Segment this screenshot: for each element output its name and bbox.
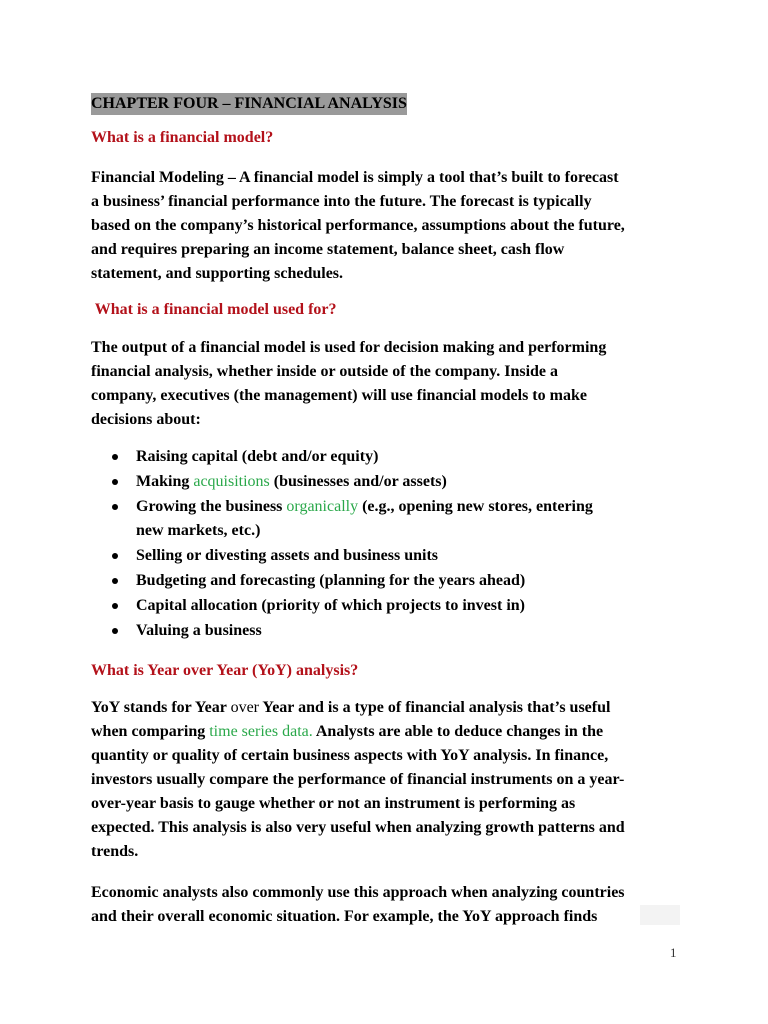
paragraph-line: investors usually compare the performance of financial instruments on a year- [91,771,625,788]
bullet-icon [112,553,118,559]
bullet-icon [112,504,118,510]
list-item: Growing the business organically (e.g., opening new stores, entering new markets, etc.) [91,495,681,543]
paragraph-line: The output of a financial model is used for decision making and performing [91,339,607,356]
bullet-icon [112,603,118,609]
paragraph-line: statement, and supporting schedules. [91,265,344,282]
list-item: Budgeting and forecasting (planning for the years ahead) [91,569,681,593]
heading-financial-model-used-for: What is a financial model used for? [91,301,337,318]
chapter-title: CHAPTER FOUR – FINANCIAL ANALYSIS [91,93,407,115]
time-series-data-link[interactable]: time series data. [209,723,313,740]
paragraph-line: financial analysis, whether inside or outside of the company. Inside a [91,363,559,380]
bullet-icon [112,628,118,634]
paragraph-model-output [91,336,681,432]
paragraph-line: and requires preparing an income statement, balance sheet, cash flow [91,241,565,258]
list-item: Making acquisitions (businesses and/or assets) [91,470,681,494]
list-item: Valuing a business [91,619,681,643]
decision-bullet-list [91,445,681,644]
heading-what-is-financial-model: What is a financial model? [91,129,274,146]
paragraph-yoy: YoY stands for Year over Year and is a type of financial analysis that’s useful when comparing time series data. Analysts are able to deduce changes in the quantity or quality of certain business aspects with YoY analysis. In finance, investors usually compare the performance of financial instruments on a year- over-year basis to gauge whether or not an instrument is performing as expected. This analysis is also very useful when analyzing growth patterns and trends. [91,696,681,864]
page-number: 1 [670,945,677,960]
paragraph-line: expected. This analysis is also very useful when analyzing growth patterns and [91,819,625,836]
heading-yoy-analysis: What is Year over Year (YoY) analysis? [91,662,359,679]
paragraph-line: decisions about: [91,411,201,428]
list-item: Capital allocation (priority of which projects to invest in) [91,594,681,618]
bullet-icon [112,578,118,584]
paragraph-financial-modeling [91,166,681,286]
list-item: Selling or divesting assets and business units [91,544,681,568]
paragraph-line: trends. [91,843,139,860]
list-item: Raising capital (debt and/or equity) [91,445,681,469]
paragraph-line: Economic analysts also commonly use this approach when analyzing countries [91,884,625,901]
paragraph-line: company, executives (the management) will use financial models to make [91,387,587,404]
paragraph-line: Financial Modeling – A financial model is simply a tool that’s built to forecast [91,169,619,186]
paragraph-line: over-year basis to gauge whether or not an instrument is performing as [91,795,576,812]
paragraph-line: based on the company’s historical performance, assumptions about the future, [91,217,625,234]
bullet-icon [112,454,118,460]
acquisitions-link[interactable]: acquisitions [193,473,270,490]
paragraph-economic-analysts [91,881,681,929]
organically-link[interactable]: organically [286,498,359,515]
paragraph-line: and their overall economic situation. For example, the YoY approach finds [91,908,598,925]
paragraph-line: a business’ financial performance into the future. The forecast is typically [91,193,592,210]
paragraph-line: quantity or quality of certain business aspects with YoY analysis. In finance, [91,747,609,764]
bullet-icon [112,479,118,485]
